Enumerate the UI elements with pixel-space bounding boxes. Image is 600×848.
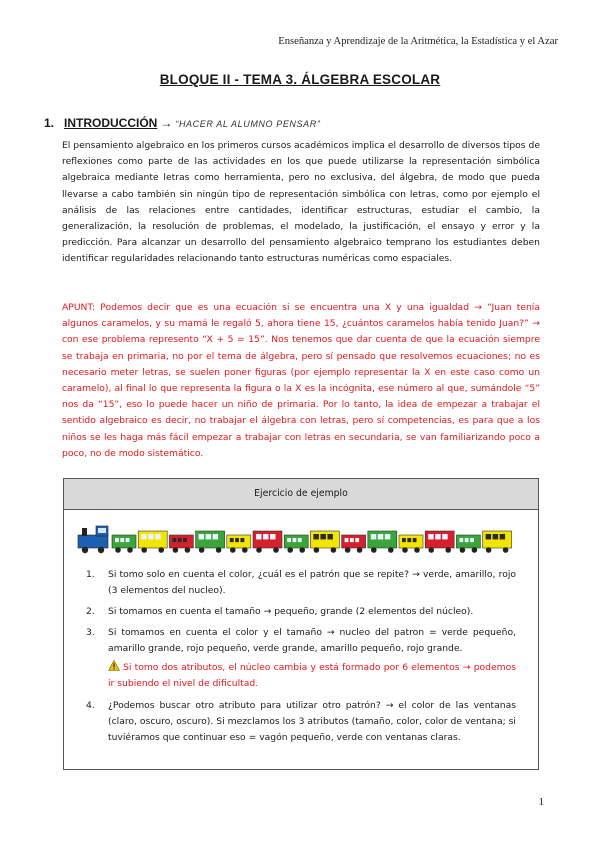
section-heading — [44, 116, 320, 130]
train-car — [310, 531, 339, 553]
warning-icon — [108, 660, 120, 671]
train-car — [227, 535, 251, 553]
apunt-paragraph: APUNT: Podemos decir que es una ecuación si se encuentra una X y una igualdad → “Juan tenía algunos caramelos, y su mamá le regaló 5, ahora tiene 15, ¿cuántos caramelos había tenido Juan?” → con ese problema represento “X + 5 = 15”. Nos tenemos que dar cuenta de que la ecuación siempre se trabaja en primaria, no por el tema de álgebra, pero sí pensado que resolvemos ecuaciones; no es necesario meter letras, se suelen poner figuras (por ejemplo representar la X en este caso como un caramelo), al final lo que representa la figura o la X es la incógnita, ese número al que, sumándole “5” nos da “15”, eso lo puede hacer un niño de primaria. Por lo tanto, la idea de empezar a trabajar el sentido algebraico es decir, no trabajar el álgebra con letras, pero sí competencias, es para que a los niños se les haga más fácil empezar a trabajar con letras en secundaria, se van familiarizando poco a poco, no de modo sistemático. — [62, 302, 540, 459]
list-item-text: Si tomo solo en cuenta el color, ¿cuál es el patrón que se repite? → verde, amarillo, rojo (3 elementos del nucleo). — [108, 569, 516, 596]
example-heading: Ejercicio de ejemplo — [64, 479, 538, 510]
intro-paragraph: El pensamiento algebraico en los primeros cursos académicos implica el desarrollo de diversos tipos de reflexiones como parte de las actividades en los que puede utilizarse la representación simbólica algebraica mediante letras como herramienta, pero no exclusiva, del álgebra, de modo que pueda llevarse a cabo también sin ningún tipo de representación simbólica con letras, como por ejemplo el análisis de las relaciones entre cantidades, identificar estructuras, estudiar el cambio, la generalización, la resolución de problemas, el modelado, la justificación, el ensayo y error y la predicción. Para alcanzar un desarrollo del pensamiento algebraico temprano los estudiantes deben identificar regularidades relacionando tanto estructuras numéricas como espaciales. — [62, 140, 540, 265]
list-item-text: ¿Podemos buscar otro atributo para utilizar otro patrón? → el color de las ventanas (claro, oscuro, oscuro). Si mezclamos los 3 atributos (tamaño, color, color de ventana; si tuviéramos que continuar eso = vagón pequeño, verde con ventanas claras. — [108, 700, 516, 743]
train-car — [483, 531, 512, 553]
train-car — [196, 531, 225, 553]
running-header: Enseñanza y Aprendizaje de la Aritmética, la Estadística y el Azar — [278, 36, 558, 47]
section-number: 1. — [44, 116, 55, 130]
train-car — [284, 535, 308, 553]
section-name: INTRODUCCIÓN — [64, 116, 158, 130]
train-car — [399, 535, 423, 553]
list-item-number: 2. — [86, 606, 95, 617]
list-item — [86, 698, 516, 746]
list-item-number: 1. — [86, 569, 95, 580]
list-item-number: 4. — [86, 700, 95, 711]
section-quote: “HACER AL ALUMNO PENSAR” — [175, 119, 321, 129]
page-number: 1 — [538, 796, 544, 808]
train-car — [253, 531, 282, 553]
train-illustration — [76, 521, 528, 555]
train-car — [169, 535, 193, 553]
list-item-text: Si tomamos en cuenta el tamaño → pequeño, grande (2 elementos del núcleo). — [108, 606, 474, 617]
list-item — [86, 625, 516, 657]
train-car — [112, 535, 136, 553]
locomotive-icon — [78, 526, 108, 553]
list-item-number: 3. — [86, 627, 95, 638]
train-car — [425, 531, 454, 553]
example-box — [63, 478, 539, 770]
train-car — [138, 531, 167, 553]
page-title: BLOQUE II - TEMA 3. ÁLGEBRA ESCOLAR — [159, 72, 441, 87]
train-car — [456, 535, 480, 553]
list-item-text: Si tomamos en cuenta el color y el tamaño → nucleo del patron = verde pequeño, amarillo grande, rojo pequeño, verde grande, amarillo pequeño, rojo grande. — [108, 627, 516, 654]
warning-note — [86, 660, 516, 692]
warning-note-text: Si tomo dos atributos, el núcleo cambia y está formado por 6 elementos → podemos ir subiendo el nivel de dificultad. — [108, 662, 516, 689]
example-list — [86, 567, 516, 751]
list-item — [86, 604, 516, 620]
train-car — [342, 535, 366, 553]
arrow-icon: → — [160, 116, 173, 130]
list-item — [86, 567, 516, 599]
train-car — [368, 531, 397, 553]
